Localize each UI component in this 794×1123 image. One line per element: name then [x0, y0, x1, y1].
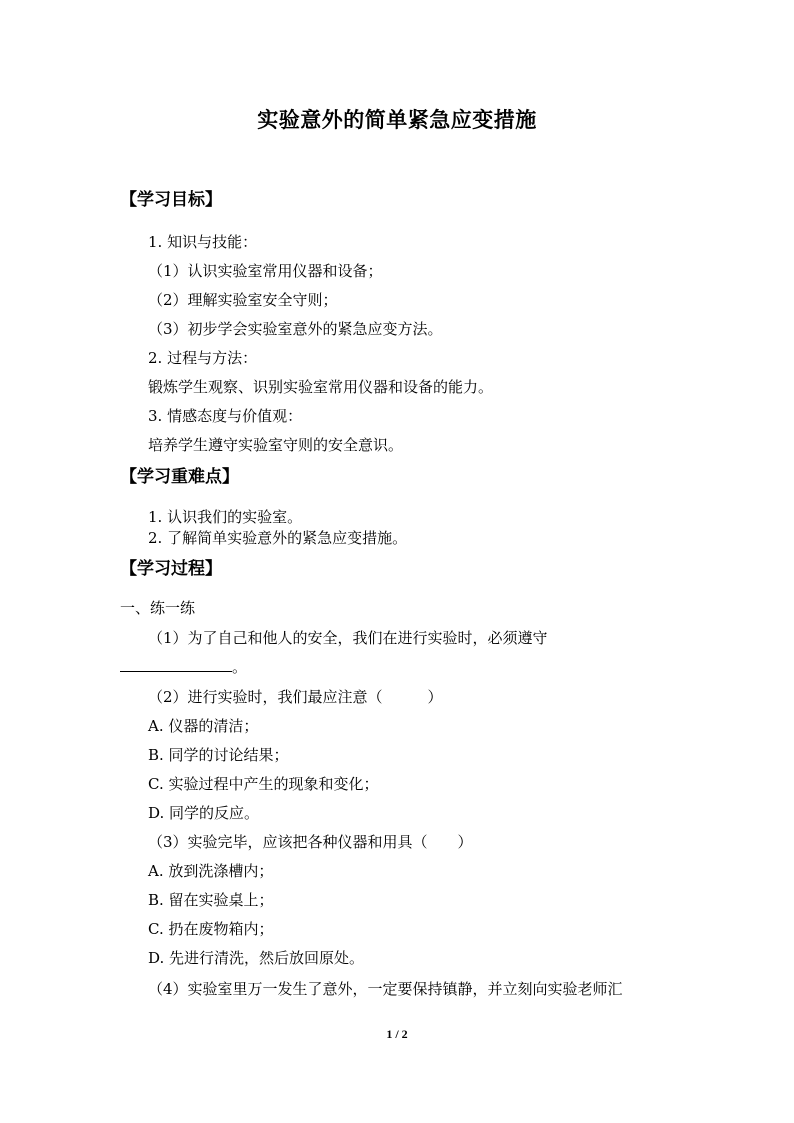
section-heading-goals: 【学习目标】: [120, 190, 222, 210]
key-point-line: 2. 了解简单实验意外的紧急应变措施。: [148, 529, 408, 547]
question-3-option: A. 放到洗涤槽内；: [148, 862, 274, 880]
goal-line: 培养学生遵守实验室守则的安全意识。: [148, 436, 404, 454]
question-2-option: B. 同学的讨论结果；: [148, 746, 289, 764]
question-1-answer-line: [120, 657, 247, 677]
page-number: 1 / 2: [386, 1027, 408, 1041]
question-2-option: A. 仪器的清洁；: [148, 717, 259, 735]
document-title: 实验意外的简单紧急应变措施: [257, 107, 537, 132]
question-2-option: D. 同学的反应。: [148, 804, 260, 822]
blank-line: [120, 657, 232, 672]
goal-line: 锻炼学生观察、识别实验室常用仪器和设备的能力。: [148, 378, 494, 396]
question-2-stem: （2）进行实验时，我们最应注意（ ）: [148, 688, 443, 706]
goal-line: （3）初步学会实验室意外的紧急应变方法。: [148, 320, 443, 338]
key-point-line: 1. 认识我们的实验室。: [148, 508, 303, 526]
sub-heading: 一、练一练: [120, 599, 196, 617]
goal-line: 3. 情感态度与价值观：: [148, 407, 303, 425]
goal-line: （2）理解实验室安全守则；: [148, 291, 338, 309]
question-2-option: C. 实验过程中产生的现象和变化；: [148, 775, 379, 793]
goal-line: 2. 过程与方法：: [148, 349, 258, 367]
question-3-option: C. 扔在废物箱内；: [148, 920, 274, 938]
question-1-text: （1）为了自己和他人的安全，我们在进行实验时，必须遵守: [148, 629, 548, 647]
question-3-option: D. 先进行清洗，然后放回原处。: [148, 949, 365, 967]
section-heading-key-points: 【学习重难点】: [120, 467, 239, 487]
question-3-option: B. 留在实验桌上；: [148, 891, 274, 909]
goal-line: （1）认识实验室常用仪器和设备；: [148, 262, 383, 280]
question-4-text: （4）实验室里万一发生了意外，一定要保持镇静，并立刻向实验老师汇: [148, 980, 623, 998]
section-heading-process: 【学习过程】: [120, 559, 222, 579]
question-3-stem: （3）实验完毕，应该把各种仪器和用具（ ）: [148, 833, 473, 851]
goal-line: 1. 知识与技能：: [148, 233, 258, 251]
question-1-end: 。: [232, 658, 248, 676]
